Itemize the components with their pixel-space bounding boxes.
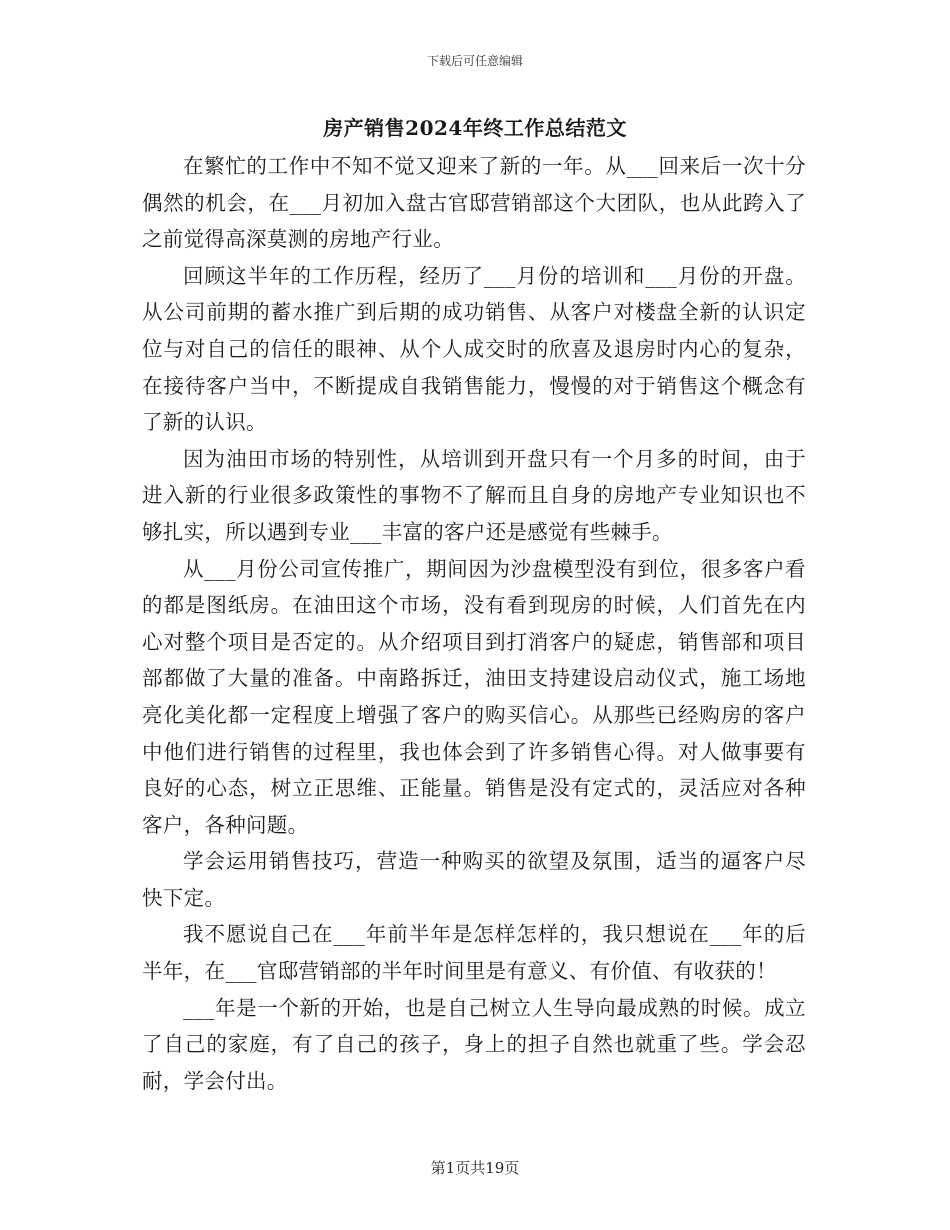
document-body — [142, 148, 806, 1099]
header-note: 下载后可任意编辑 — [426, 54, 523, 68]
paragraph: 因为油田市场的特别性，从培训到开盘只有一个月多的时间，由于进入新的行业很多政策性的事物不了解而且自身的房地产专业知识也不够扎实，所以遇到专业___丰富的客户还是感觉有些棘手。 — [142, 446, 806, 544]
paragraph: 回顾这半年的工作历程，经历了___月份的培训和___月份的开盘。从公司前期的蓄水推广到后期的成功销售、从客户对楼盘全新的认识定位与对自己的信任的眼神、从个人成交时的欣喜及退房时内心的复杂，在接待客户当中，不断提成自我销售能力，慢慢的对于销售这个概念有了新的认识。 — [142, 263, 806, 435]
paragraph: 学会运用销售技巧，营造一种购买的欲望及氛围，适当的逼客户尽快下定。 — [142, 849, 806, 910]
page-number: 第1页共19页 — [430, 1159, 520, 1177]
paragraph: 在繁忙的工作中不知不觉又迎来了新的一年。从___回来后一次十分偶然的机会，在___月初加入盘古官邸营销部这个大团队，也从此跨入了之前觉得高深莫测的房地产行业。 — [142, 154, 806, 252]
paragraph: ___年是一个新的开始，也是自己树立人生导向最成熟的时候。成立了自己的家庭，有了自己的孩子，身上的担子自然也就重了些。学会忍耐，学会付出。 — [142, 995, 806, 1093]
paragraph: 从___月份公司宣传推广，期间因为沙盘模型没有到位，很多客户看的都是图纸房。在油田这个市场，没有看到现房的时候，人们首先在内心对整个项目是否定的。从介绍项目到打消客户的疑虑，销售部和项目部都做了大量的准备。中南路拆迁，油田支持建设启动仪式，施工场地亮化美化都一定程度上增强了客户的购买信心。从那些已经购房的客户中他们进行销售的过程里，我也体会到了许多销售心得。对人做事要有良好的心态，树立正思维、正能量。销售是没有定式的，灵活应对各种客户，各种问题。 — [142, 556, 806, 837]
document-title: 房产销售2024年终工作总结范文 — [323, 116, 627, 140]
paragraph: 我不愿说自己在___年前半年是怎样怎样的，我只想说在___年的后半年，在___官邸营销部的半年时间里是有意义、有价值、有收获的！ — [142, 922, 806, 984]
